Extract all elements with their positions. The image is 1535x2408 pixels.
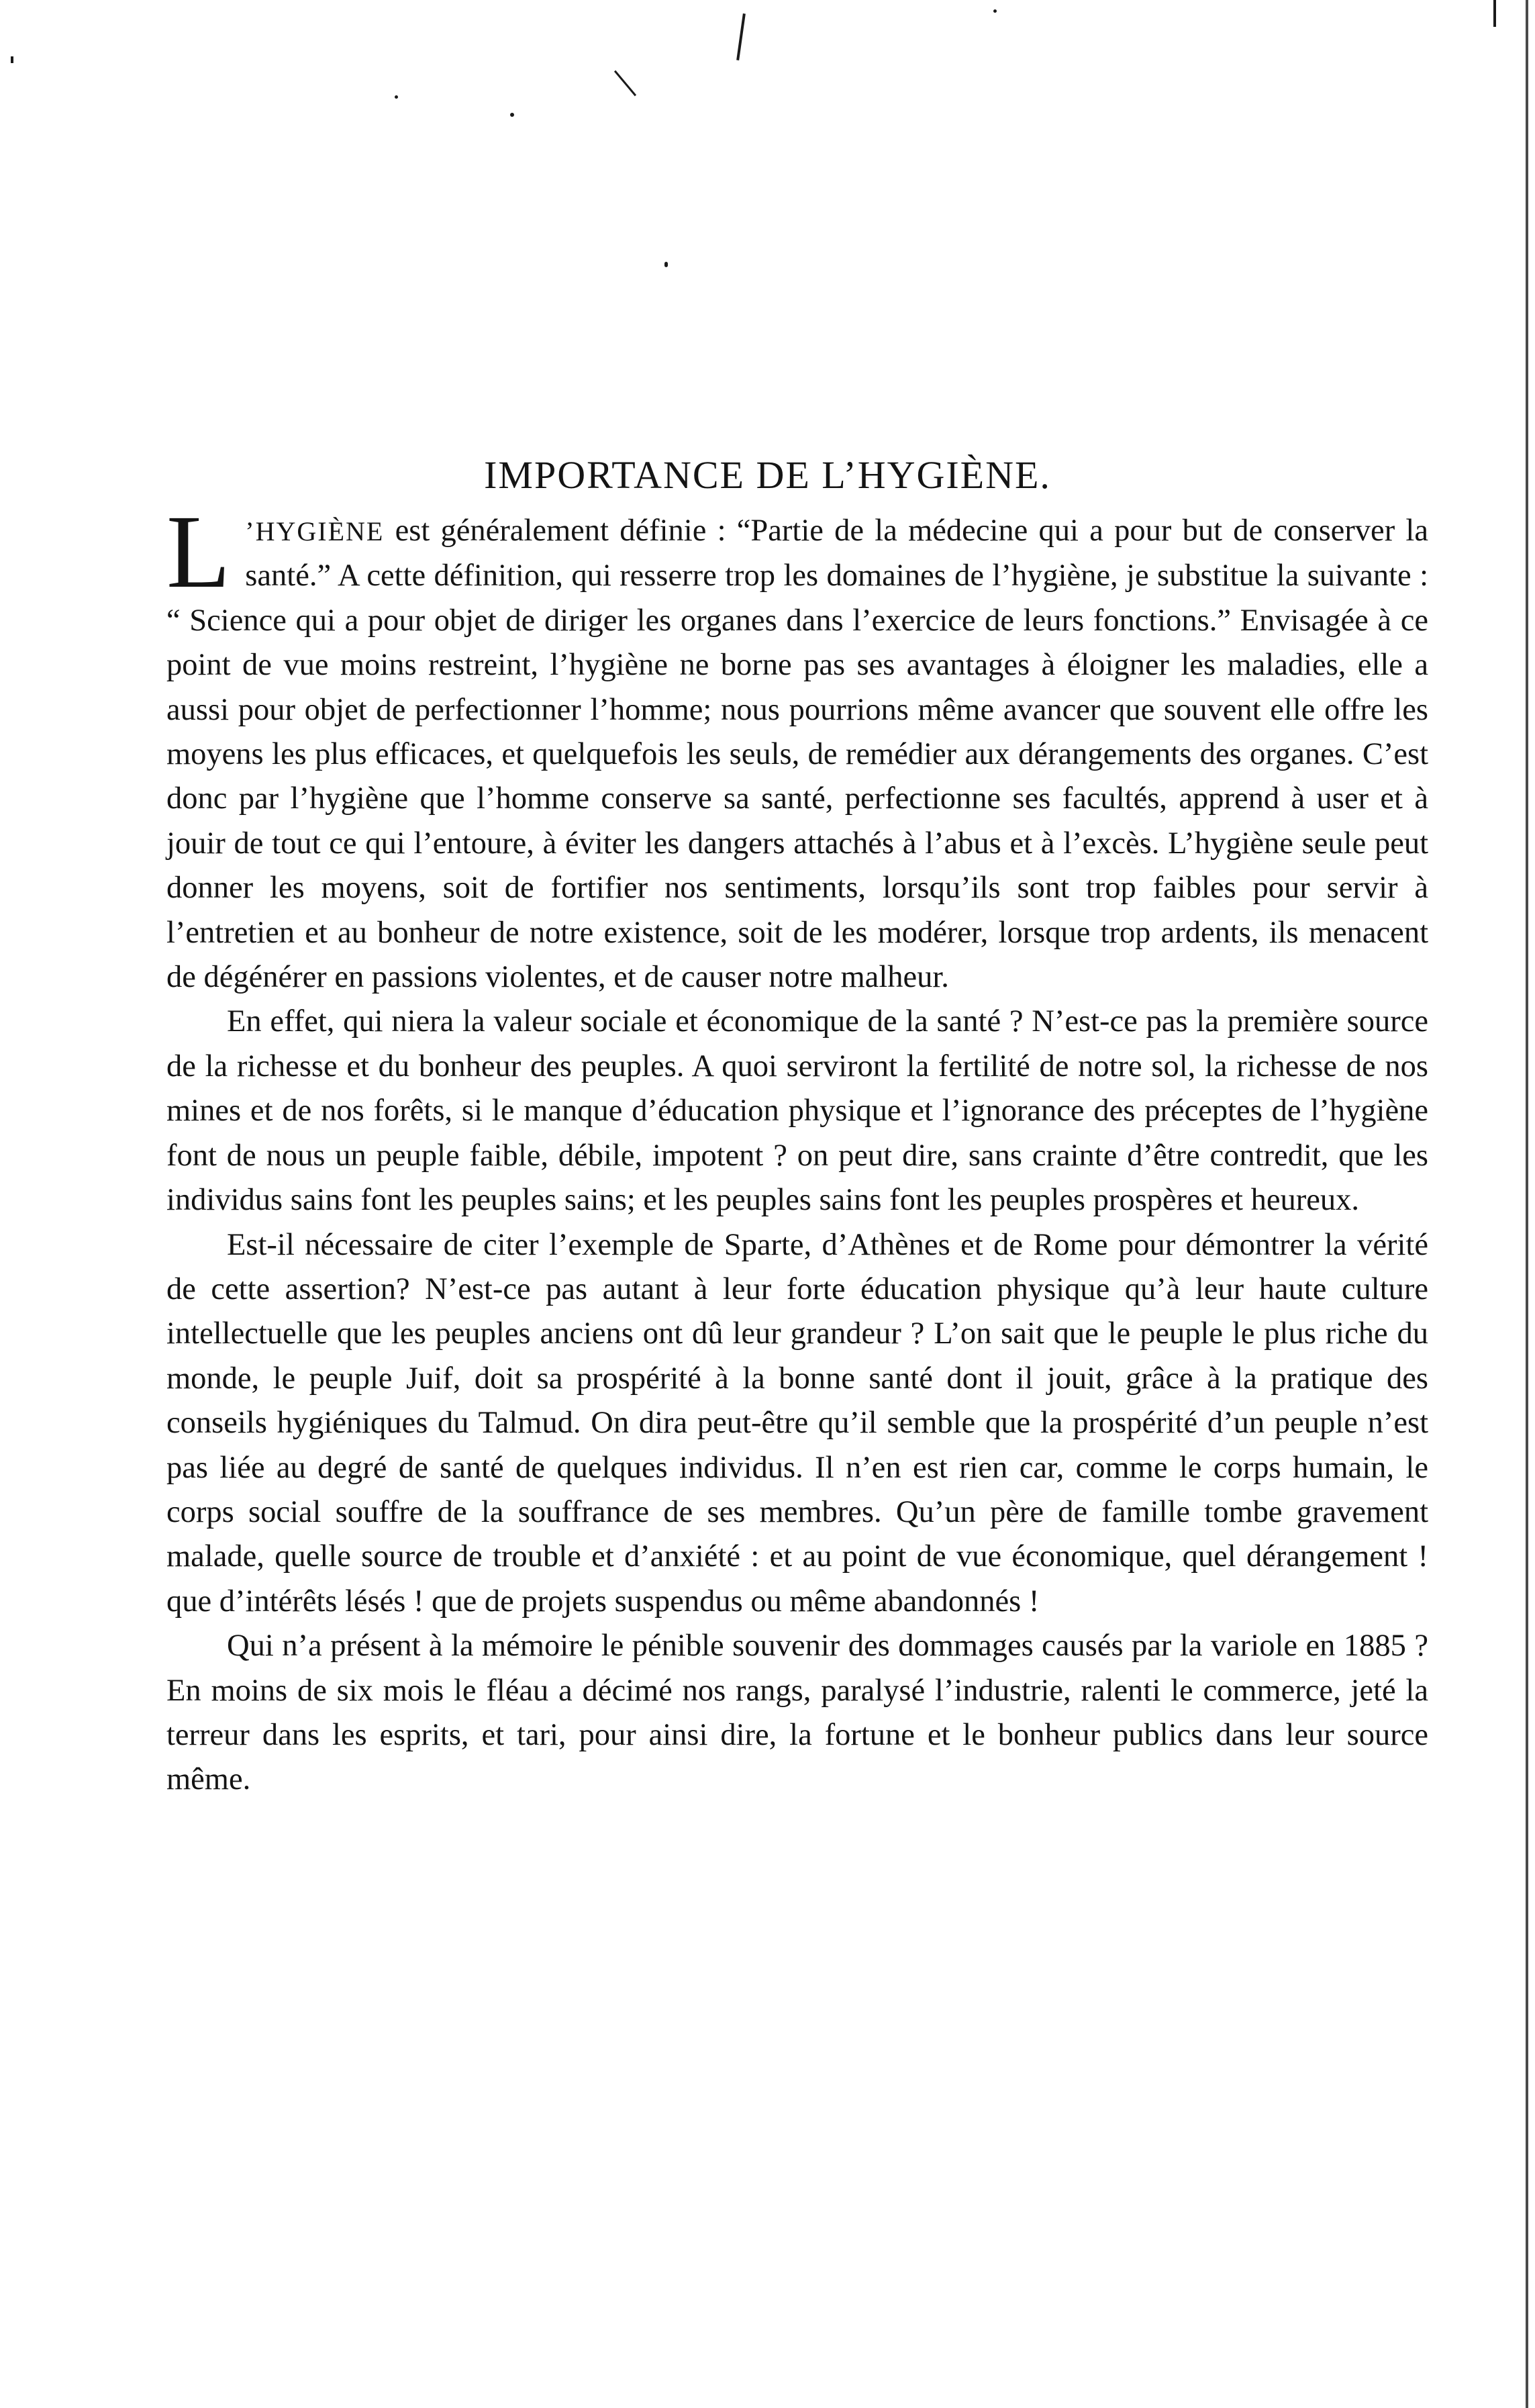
scan-mark xyxy=(736,13,746,60)
paragraph-text: En effet, qui niera la valeur sociale et économique de la santé ? N’est-ce pas la première source de la richesse et du bonheur des peuples. A quoi serviront la fertilité de notre sol, la richesse de nos mines et de nos forêts, si le manque d’éducation physique et l’ignorance des préceptes de l’hygiène font de nous un peuple faible, débile, impotent ? on peut dire, sans crainte d’être contredit, que les individus sains font les peuples sains; et les peuples sains font les peuples prospères et heureux. xyxy=(166,1004,1428,1218)
paragraph xyxy=(166,1624,1428,1802)
paragraph-text: est généralement définie : “Partie de la médecine qui a pour but de conserver la santé.” A cette définition, qui resserre trop les domaines de l’hygiène, je substitue la suivante : “ Science qui a pour objet de diriger les organes dans l’exercice de leurs fonctions.” Envisagée à ce point de vue moins restreint, l’hygiène ne borne pas ses avantages à éloigner les maladies, elle a aussi pour objet de perfectionner l’homme; nous pourrions même avancer que souvent elle offre les moyens les plus efficaces, et quelquefois les seuls, de remédier aux dérangements des organes. C’est donc par l’hygiène que l’homme conserve sa santé, perfectionne ses facultés, apprend à user et à jouir de tout ce qui l’entoure, à éviter les dangers attachés à l’abus et à l’excès. L’hygiène seule peut donner les moyens, soit de fortifier nos sentiments, lorsqu’ils sont trop faibles pour servir à l’entretien et au bonheur de notre existence, soit de les modérer, lorsque trop ardents, ils menacent de dégénérer en passions violentes, et de causer notre malheur. xyxy=(166,514,1428,995)
paragraph-text: Qui n’a présent à la mémoire le pénible souvenir des dommages causés par la variole en 1885 ? En moins de six mois le fléau a décimé nos rangs, paralysé l’industrie, ralenti le commerce, jeté la terreur dans les esprits, et tari, pour ainsi dire, la fortune et le bonheur publics dans leur source même. xyxy=(166,1629,1428,1797)
body-text xyxy=(166,493,1428,1802)
paragraph xyxy=(166,1223,1428,1625)
scan-mark xyxy=(395,95,398,99)
page-edge-line xyxy=(1526,0,1528,2408)
page-title: IMPORTANCE DE L’HYGIÈNE. xyxy=(484,452,1051,497)
paragraph xyxy=(166,1000,1428,1222)
scan-mark xyxy=(614,70,636,97)
scan-mark xyxy=(1493,0,1496,27)
scan-mark xyxy=(11,56,13,63)
paragraph xyxy=(166,493,1428,1000)
scan-mark xyxy=(993,9,997,13)
drop-cap: L xyxy=(166,493,231,610)
lead-word: ’HYGIÈNE xyxy=(245,516,385,546)
scan-mark xyxy=(510,113,514,117)
paragraph-text: Est-il nécessaire de citer l’exemple de Sparte, d’Athènes et de Rome pour démontrer la vérité de cette assertion? N’est-ce pas autant à leur forte éducation physique qu’à leur haute culture intellectuelle que les peuples anciens ont dû leur grandeur ? L’on sait que le peuple le plus riche du monde, le peuple Juif, doit sa prospérité à la bonne santé dont il jouit, grâce à la pratique des conseils hygiéniques du Talmud. On dira peut-être qu’il semble que la prospérité d’un peuple n’est pas liée au degré de santé de quelques individus. Il n’en est rien car, comme le corps humain, le corps social souffre de la souffrance de ses membres. Qu’un père de famille tombe gravement malade, quelle source de trouble et d’anxiété : et au point de vue économique, quel dérangement ! que d’intérêts lésés ! que de projets suspendus ou même abandonnés ! xyxy=(166,1227,1428,1619)
scan-mark xyxy=(664,262,668,267)
